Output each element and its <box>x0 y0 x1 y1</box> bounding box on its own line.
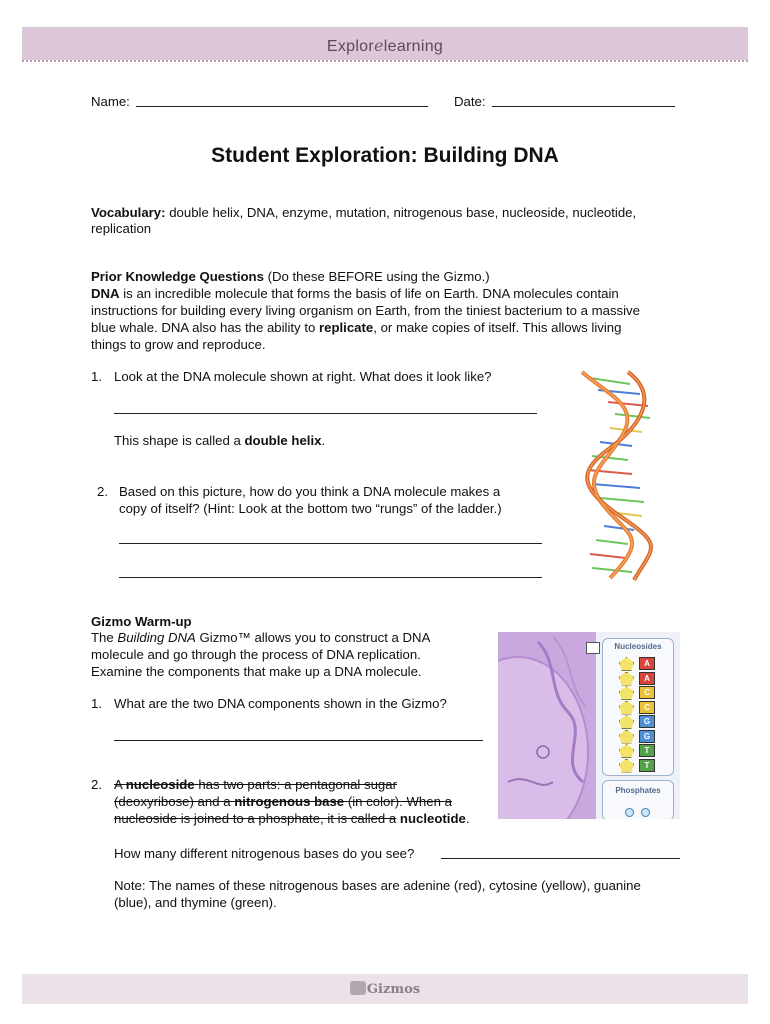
warmup-question-2-line3: nucleoside is joined to a phosphate, it is called a nucleotide. <box>114 811 470 826</box>
warmup-question-1-number: 1. <box>91 696 102 711</box>
warmup-intro-line3: Examine the components that make up a DNA molecule. <box>91 664 422 679</box>
prior-paragraph-line3: blue whale. DNA also has the ability to replicate, or make copies of itself. This allows living <box>91 320 622 335</box>
warmup-question-2-number: 2. <box>91 777 102 792</box>
prior-paragraph-line1: DNA is an incredible molecule that forms the basis of life on Earth. DNA molecules contain <box>91 286 619 301</box>
nucleosides-panel <box>602 638 674 776</box>
sugar-pentagon <box>619 730 634 744</box>
vocabulary-label: Vocabulary: <box>91 205 166 220</box>
warmup-question-2-line2: (deoxyribose) and a nitrogenous base (in color). When a <box>114 794 452 809</box>
vocabulary-text: double helix, DNA, enzyme, mutation, nitrogenous base, nucleoside, nucleotide, <box>169 205 637 220</box>
nucleoside-base-T[interactable]: T <box>639 744 655 757</box>
phosphates-label: Phosphates <box>615 786 661 795</box>
phosphate-item[interactable] <box>625 808 634 817</box>
sugar-pentagon <box>619 715 634 729</box>
name-label: Name: <box>91 94 130 109</box>
nucleoside-base-G[interactable]: G <box>639 730 655 743</box>
warmup-question-1-answer-line[interactable] <box>114 740 483 741</box>
warmup-question-2-line1: A nucleoside has two parts: a pentagonal sugar <box>114 777 397 792</box>
prior-knowledge-heading: Prior Knowledge Questions (Do these BEFORE using the Gizmo.) <box>91 269 490 284</box>
phosphates-panel <box>602 780 674 819</box>
nucleoside-base-A[interactable]: A <box>639 657 655 670</box>
dna-double-helix-image <box>570 366 672 584</box>
sugar-pentagon <box>619 672 634 686</box>
question-2-text-line2: copy of itself? (Hint: Look at the bottom two “rungs” of the ladder.) <box>119 501 502 516</box>
warmup-question-1-text: What are the two DNA components shown in the Gizmo? <box>114 696 447 711</box>
gizmos-logo: Gizmos <box>0 981 770 997</box>
camera-icon <box>586 642 600 654</box>
gizmo-screenshot <box>498 632 680 819</box>
prior-paragraph-line4: things to grow and reproduce. <box>91 337 266 352</box>
gizmos-mark-icon <box>350 981 366 995</box>
bases-answer-line[interactable] <box>441 858 680 859</box>
warmup-intro-line2: molecule and go through the process of DNA replication. <box>91 647 421 662</box>
nucleoside-base-A[interactable]: A <box>639 672 655 685</box>
question-2-answer-line-1[interactable] <box>119 543 542 544</box>
bases-note-line1: Note: The names of these nitrogenous bases are adenine (red), cytosine (yellow), guanine <box>114 878 641 893</box>
vocabulary-line <box>91 204 691 221</box>
sugar-pentagon <box>619 686 634 700</box>
page-title: Student Exploration: Building DNA <box>211 144 559 167</box>
phosphate-item[interactable] <box>641 808 650 817</box>
nucleosides-label: Nucleosides <box>614 642 662 651</box>
prior-paragraph-line2: instructions for building every living organism on Earth, from the tiniest bacterium to a massive <box>91 303 640 318</box>
gizmo-warmup-heading: Gizmo Warm-up <box>91 614 192 629</box>
header-divider <box>22 60 748 62</box>
sugar-pentagon <box>619 744 634 758</box>
question-1-text: Look at the DNA molecule shown at right. What does it look like? <box>114 369 492 384</box>
question-2-number: 2. <box>97 484 108 499</box>
sugar-pentagon <box>619 759 634 773</box>
double-helix-statement: This shape is called a double helix. <box>114 433 326 448</box>
name-field[interactable] <box>136 106 428 107</box>
bases-question-text: How many different nitrogenous bases do you see? <box>114 846 415 861</box>
question-1-answer-line[interactable] <box>114 413 537 414</box>
date-label: Date: <box>454 94 486 109</box>
sugar-pentagon <box>619 701 634 715</box>
date-field[interactable] <box>492 106 675 107</box>
sugar-pentagon <box>619 657 634 671</box>
cell-illustration <box>498 632 596 819</box>
warmup-intro-line1: The Building DNA Gizmo™ allows you to construct a DNA <box>91 630 431 645</box>
bases-note-line2: (blue), and thymine (green). <box>114 895 277 910</box>
nucleoside-base-C[interactable]: C <box>639 701 655 714</box>
question-2-text-line1: Based on this picture, how do you think a DNA molecule makes a <box>119 484 501 499</box>
explorelearning-logo: Explorelearning <box>326 36 444 55</box>
question-1-number: 1. <box>91 369 102 384</box>
nucleoside-base-G[interactable]: G <box>639 715 655 728</box>
question-2-answer-line-2[interactable] <box>119 577 542 578</box>
vocabulary-text-cont: replication <box>91 221 152 236</box>
nucleoside-base-T[interactable]: T <box>639 759 655 772</box>
nucleoside-base-C[interactable]: C <box>639 686 655 699</box>
